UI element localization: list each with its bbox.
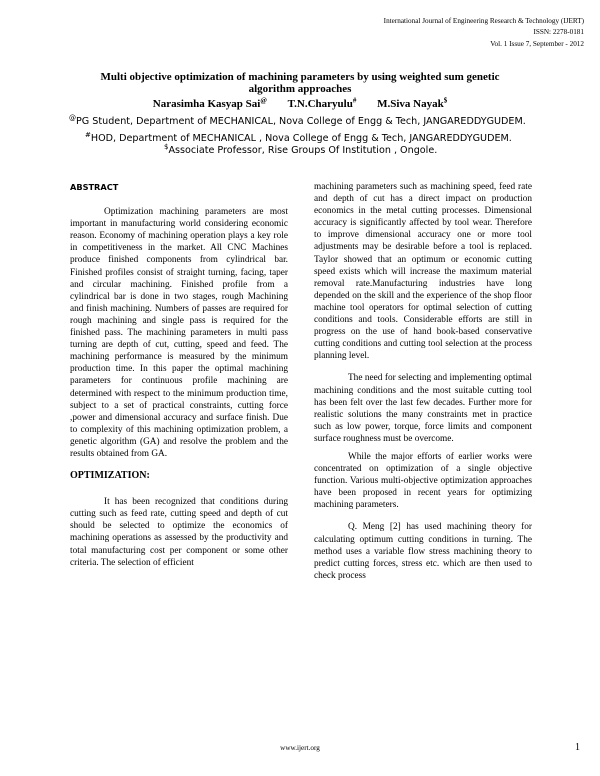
author-mark: @ [260, 96, 267, 104]
paper-title: Multi objective optimization of machining parameters by using weighted sum genetic algorithm approaches [100, 71, 500, 95]
affiliation-mark: @ [69, 114, 76, 122]
author-mark: $ [443, 96, 448, 104]
author-name: T.N.Charyulu [287, 97, 353, 110]
author-3 [377, 98, 447, 110]
optimization-paragraph-4: Q. Meng [2] has used machining theory for calculating optimum cutting conditions in turning. The method uses a variable flow stress machining theory to predict cutting forces, stress etc. which are then used to check process [314, 522, 532, 581]
affiliation-text: Associate Professor, Rise Groups Of Institution , Ongole. [168, 145, 438, 157]
author-mark: # [352, 96, 357, 104]
author-name: Narasimha Kasyap Sai [152, 97, 261, 110]
author-name: M.Siva Nayak [377, 97, 444, 110]
journal-name: International Journal of Engineering Research & Technology (IJERT) [383, 17, 584, 25]
affiliation-text: PG Student, Department of MECHANICAL, Nova College of Engg & Tech, JANGAREDDYGUDEM. [76, 116, 526, 128]
affiliation-mark: $ [164, 143, 169, 151]
author-list [60, 96, 540, 110]
author-2 [288, 98, 357, 110]
affiliation-text: HOD, Department of MECHANICAL , Nova College of Engg & Tech, JANGAREDDYGUDEM. [90, 133, 512, 145]
optimization-paragraph-2: The need for selecting and implementing optimal machining conditions and the most suitable cutting tool has been felt over the last few decades. Further more for realistic solutions the many constraints met in practice such as low power, torque, force limits and component surface roughness must be overcome. [314, 373, 532, 444]
optimization-heading: OPTIMIZATION: [70, 470, 150, 482]
abstract-heading: ABSTRACT [70, 182, 119, 192]
footer-url[interactable]: www.ijert.org [280, 744, 320, 752]
right-column [314, 181, 532, 582]
affiliation-mark: # [85, 131, 91, 139]
author-1 [153, 98, 267, 110]
volume-issue: Vol. 1 Issue 7, September - 2012 [490, 40, 584, 48]
optimization-paragraph-1: It has been recognized that conditions during cutting such as feed rate, cutting speed and depth of cut should be selected to optimize the economics of machining operations as assessed by the productivity and total manufacturing cost per component or some other criteria. The selection of efficient [70, 497, 288, 568]
optimization-paragraph-3: While the major efforts of earlier works were concentrated on optimization of a single objective function. Various multi-objective optimization approaches have been proposed in recent years for optimizing machining parameters. [314, 451, 532, 511]
abstract-text: Optimization machining parameters are most important in manufacturing world considering economic reason. Economy of machining operation plays a key role in competitiveness in the market. All CNC Machines produce finished components from cylindrical bar. Finished profiles consist of straight turning, facing, taper and circular machining. Finished profile from a cylindrical bar is done in two stages, rough Machining and finish machining. Numbers of passes are required for rough machining and single pass is required for the finished pass. The machining parameters in multi pass turning are depth of cut, cutting, speed and feed. The machining performance is measured by the minimum production time. In this paper the optimal machining parameters for continuous profile machining are determined with respect to the minimum production time, subject to a set of practical constraints, cutting force ,power and dimensional accuracy and surface finish. Due to complexity of this machining optimization problem, a genetic algorithm (GA) and resolve the problem and the results obtained from GA. [70, 207, 288, 459]
affiliation-3 [164, 141, 437, 157]
page-number: 1 [575, 742, 580, 753]
left-column [70, 181, 288, 569]
optimization-paragraph-1-continued: machining parameters such as machining speed, feed rate and depth of cut has a direct impact on production economics in the metal cutting processes. Dimensional accuracy is significantly affected by tool wear. Therefore to improve dimensional accuracy one or more tool adjustments may be desirable before a tool is replaced. Taylor showed that an optimum or economic cutting speed exists which will increase the maximum material removal rate.Manufacturing industries have long depended on the skill and the experience of the shop floor machine tool operators for optimal selection of cutting conditions and tools. Considerable efforts are still in progress on the use of hand book-based conservative cutting conditions and cutting tool selection at the process planning level. [314, 182, 532, 362]
issn: ISSN: 2278-0181 [533, 28, 584, 36]
affiliation-1 [69, 112, 526, 128]
